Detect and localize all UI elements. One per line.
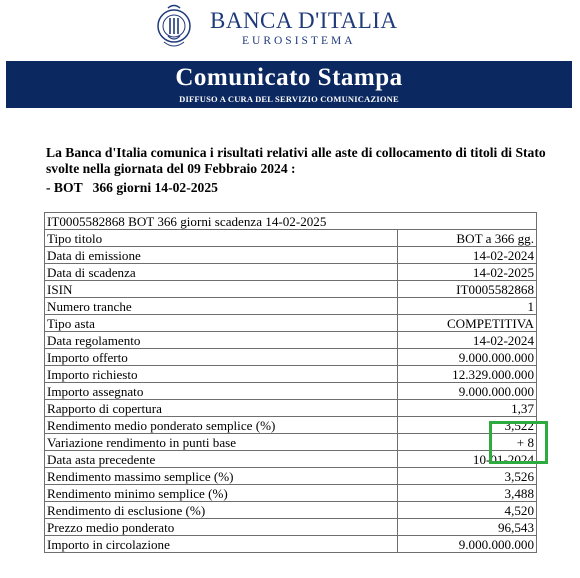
table-row bbox=[45, 485, 537, 502]
row-label: Tipo titolo bbox=[45, 230, 398, 247]
table-header-row bbox=[45, 213, 537, 230]
bank-emblem-icon bbox=[154, 2, 194, 52]
row-value: 1,37 bbox=[397, 400, 536, 417]
table-row bbox=[45, 230, 537, 247]
table-row bbox=[45, 281, 537, 298]
row-label: Data asta precedente bbox=[45, 451, 398, 468]
table-row bbox=[45, 366, 537, 383]
bank-name: BANCA D'ITALIA bbox=[210, 8, 398, 33]
row-label: ISIN bbox=[45, 281, 398, 298]
row-label: Importo offerto bbox=[45, 349, 398, 366]
table-row bbox=[45, 332, 537, 349]
row-label: Data di scadenza bbox=[45, 264, 398, 281]
row-label: Data di emissione bbox=[45, 247, 398, 264]
row-label: Importo assegnato bbox=[45, 383, 398, 400]
row-label: Importo richiesto bbox=[45, 366, 398, 383]
table-row bbox=[45, 349, 537, 366]
row-label: Tipo asta bbox=[45, 315, 398, 332]
row-value: 14-02-2025 bbox=[397, 264, 536, 281]
row-value: + 8 bbox=[397, 434, 536, 451]
row-label: Prezzo medio ponderato bbox=[45, 519, 398, 536]
row-value: 9.000.000.000 bbox=[397, 536, 536, 553]
table-row bbox=[45, 417, 537, 434]
table-row bbox=[45, 519, 537, 536]
table-row bbox=[45, 315, 537, 332]
highlight-box bbox=[489, 421, 548, 464]
table-row bbox=[45, 468, 537, 485]
table-row bbox=[45, 451, 537, 468]
row-label: Data regolamento bbox=[45, 332, 398, 349]
bank-logo bbox=[154, 2, 398, 54]
row-value: 14-02-2024 bbox=[397, 247, 536, 264]
press-release-banner bbox=[6, 61, 572, 108]
row-value: 3,526 bbox=[397, 468, 536, 485]
banner-subtitle: DIFFUSO A CURA DEL SERVIZIO COMUNICAZIONE bbox=[179, 94, 399, 104]
row-value: 12.329.000.000 bbox=[397, 366, 536, 383]
row-value: BOT a 366 gg. bbox=[397, 230, 536, 247]
row-value: 14-02-2024 bbox=[397, 332, 536, 349]
table-row bbox=[45, 400, 537, 417]
table-row bbox=[45, 536, 537, 553]
table-row bbox=[45, 502, 537, 519]
row-value: IT0005582868 bbox=[397, 281, 536, 298]
intro-text: La Banca d'Italia comunica i risultati relativi alle aste di collocamento di titoli di Stato svolte nella giornata del 09 Febbraio 2024 : bbox=[46, 145, 546, 176]
row-label: Variazione rendimento in punti base bbox=[45, 434, 398, 451]
banner-title: Comunicato Stampa bbox=[175, 64, 403, 91]
table-row bbox=[45, 298, 537, 315]
row-label: Importo in circolazione bbox=[45, 536, 398, 553]
row-value: 3,488 bbox=[397, 485, 536, 502]
bank-subtitle: EUROSISTEMA bbox=[242, 35, 356, 47]
auction-results-table bbox=[44, 212, 537, 553]
table-row bbox=[45, 434, 537, 451]
table-row bbox=[45, 383, 537, 400]
row-label: Rendimento massimo semplice (%) bbox=[45, 468, 398, 485]
row-value: 10-01-2024 bbox=[397, 451, 536, 468]
row-label: Rendimento minimo semplice (%) bbox=[45, 485, 398, 502]
table-row bbox=[45, 264, 537, 281]
table-header-cell: IT0005582868 BOT 366 giorni scadenza 14-02-2025 bbox=[45, 213, 537, 230]
row-value: 1 bbox=[397, 298, 536, 315]
row-label: Numero tranche bbox=[45, 298, 398, 315]
row-value: 3,522 bbox=[397, 417, 536, 434]
row-value: COMPETITIVA bbox=[397, 315, 536, 332]
row-value: 4,520 bbox=[397, 502, 536, 519]
bot-line: - BOT 366 giorni 14-02-2025 bbox=[46, 180, 218, 195]
row-label: Rapporto di copertura bbox=[45, 400, 398, 417]
row-value: 9.000.000.000 bbox=[397, 349, 536, 366]
row-label: Rendimento medio ponderato semplice (%) bbox=[45, 417, 398, 434]
row-value: 96,543 bbox=[397, 519, 536, 536]
row-value: 9.000.000.000 bbox=[397, 383, 536, 400]
table-row bbox=[45, 247, 537, 264]
row-label: Rendimento di esclusione (%) bbox=[45, 502, 398, 519]
